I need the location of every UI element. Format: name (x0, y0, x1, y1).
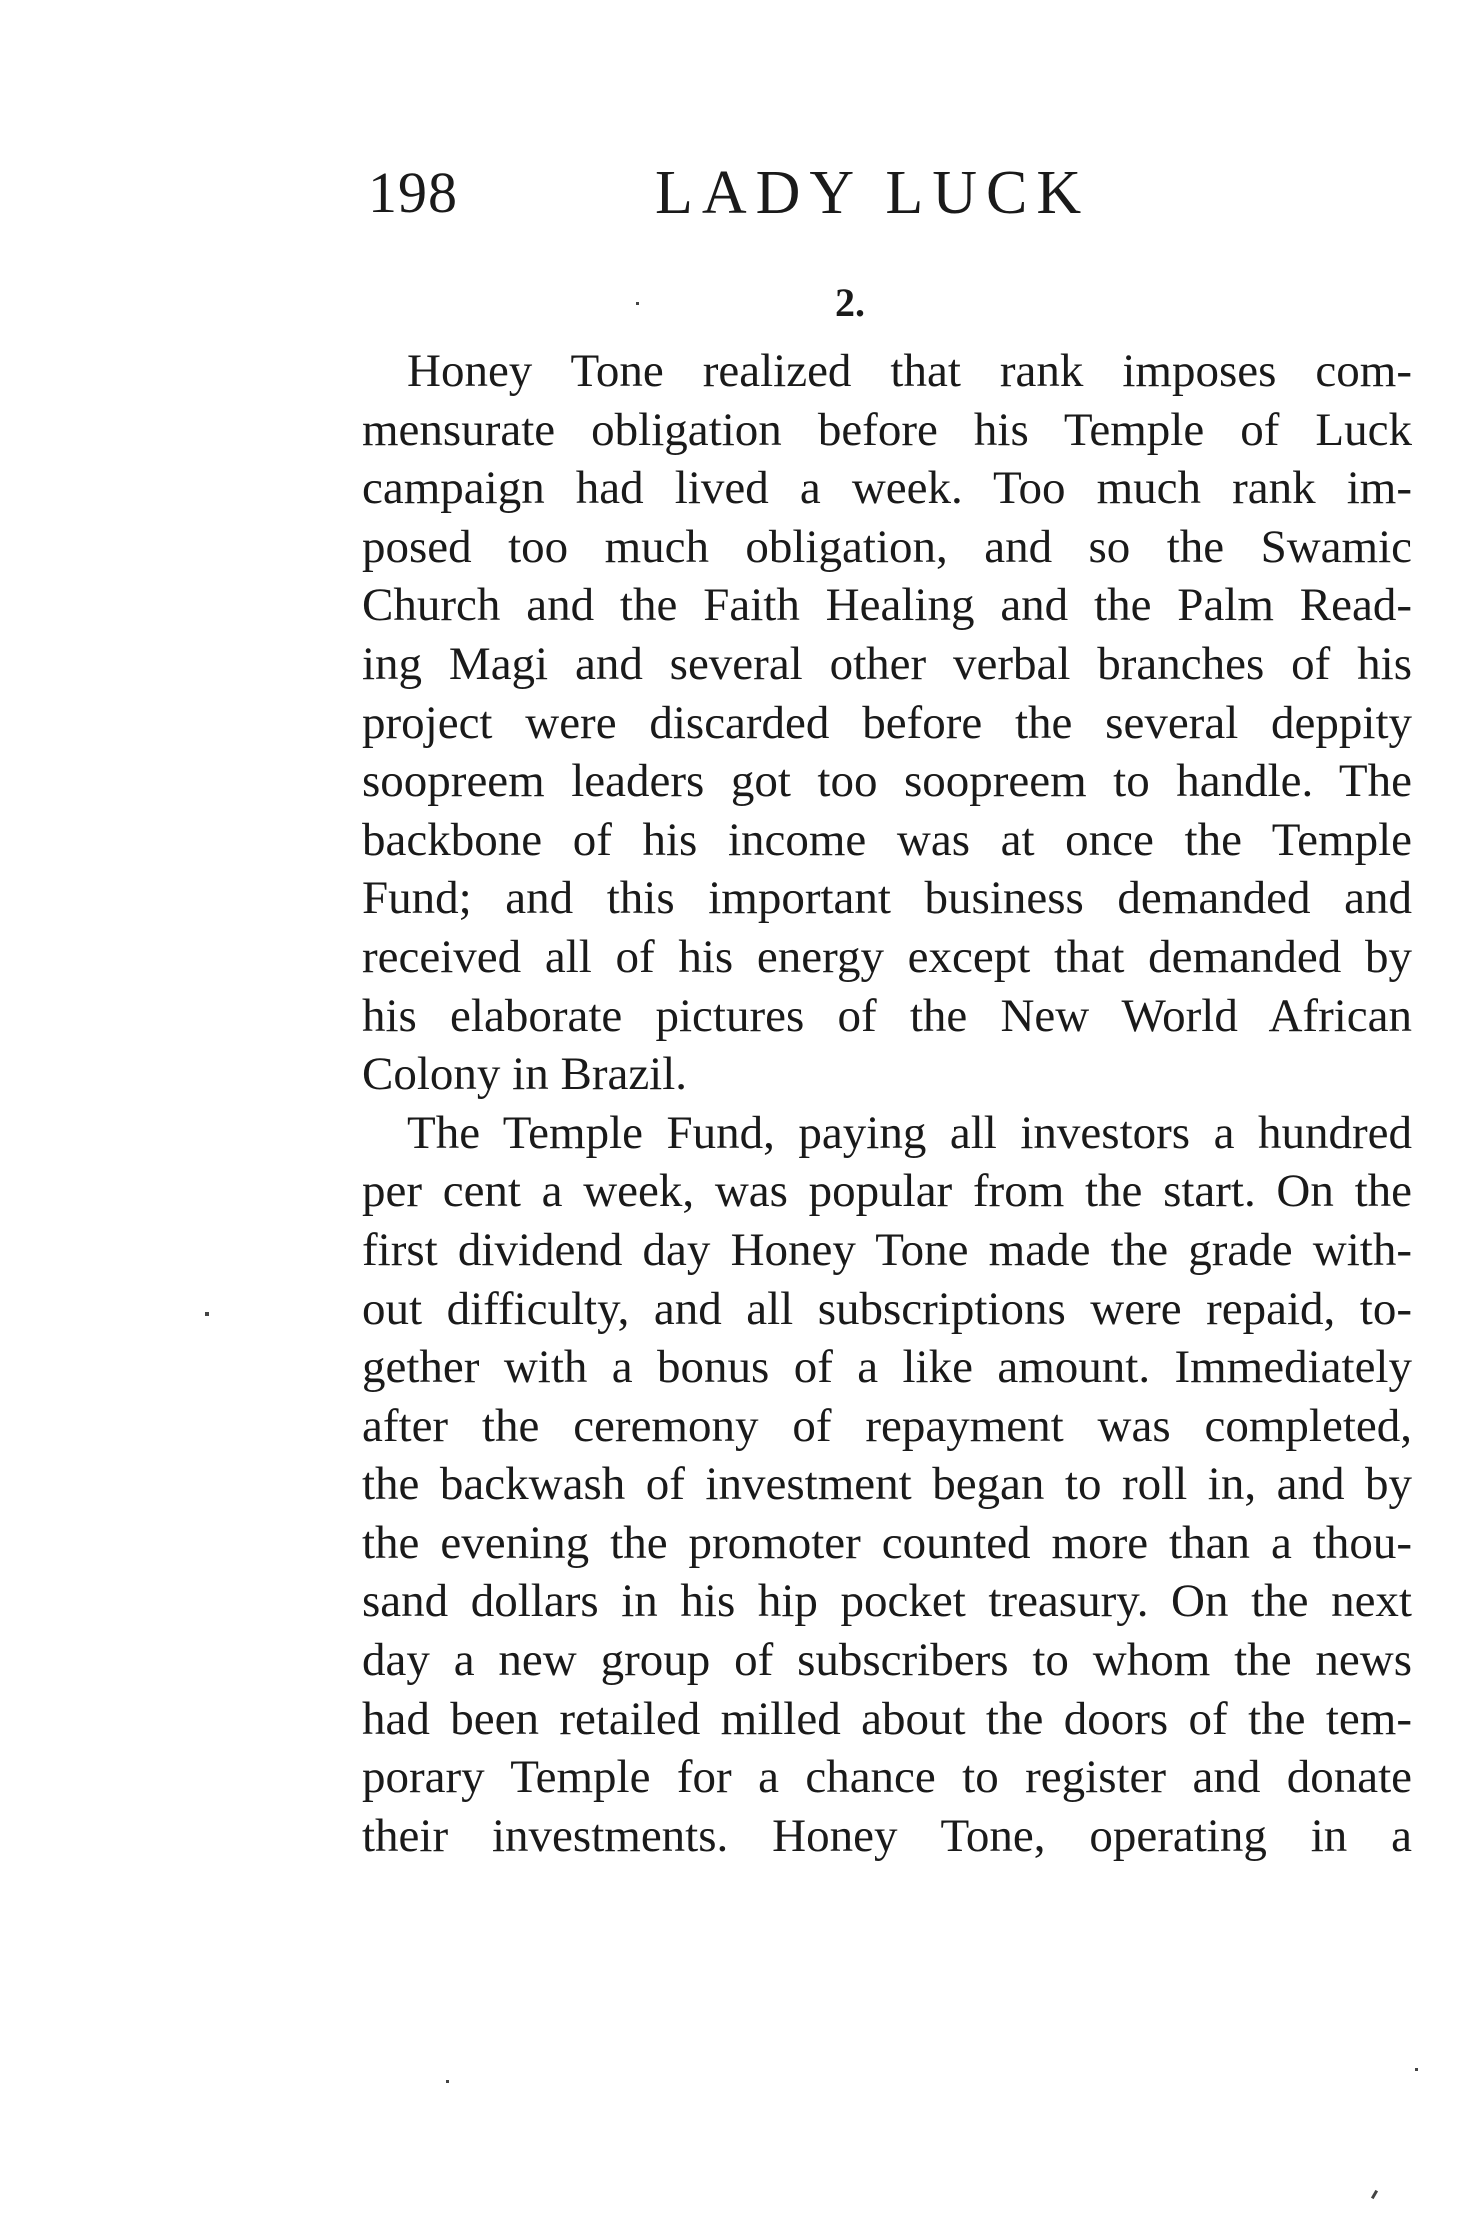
scan-speck (446, 2080, 449, 2083)
text-line: received all of his energy except that demanded by (362, 930, 1412, 983)
running-head (368, 158, 1128, 228)
text-line: the evening the promoter counted more than a thou- (362, 1516, 1412, 1569)
text-line: ing Magi and several other verbal branches of his (362, 637, 1412, 690)
text-line: after the ceremony of repayment was completed, (362, 1399, 1412, 1452)
text-line: campaign had lived a week. Too much rank im- (362, 462, 1412, 515)
scan-speck (205, 1312, 209, 1316)
text-line: first dividend day Honey Tone made the grade with- (362, 1223, 1412, 1276)
paragraph (362, 342, 1412, 1104)
text-line: his elaborate pictures of the New World African (362, 989, 1412, 1042)
text-line: gether with a bonus of a like amount. Immediately (362, 1341, 1412, 1394)
text-line: mensurate obligation before his Temple of Luck (362, 403, 1412, 456)
scan-speck (636, 302, 639, 305)
page-number: 198 (368, 160, 458, 225)
text-line: posed too much obligation, and so the Swamic (362, 520, 1412, 573)
text-line: porary Temple for a chance to register and donate (362, 1751, 1412, 1804)
text-line: the backwash of investment began to roll in, and by (362, 1458, 1412, 1511)
text-line: per cent a week, was popular from the start. On the (362, 1165, 1412, 1218)
text-line: had been retailed milled about the doors of the tem- (362, 1692, 1412, 1745)
text-line: their investments. Honey Tone, operating in a (362, 1809, 1412, 1862)
text-line: Colony in Brazil. (362, 1048, 688, 1101)
text-line: project were discarded before the several deppity (362, 696, 1412, 749)
book-title: LADY LUCK (655, 159, 1091, 227)
scan-speck (1415, 2068, 1418, 2071)
text-line: soopreem leaders got too soopreem to handle. The (362, 755, 1412, 808)
body-text (362, 342, 1412, 1865)
paragraph (362, 1104, 1412, 1866)
text-line: Honey Tone realized that rank imposes com- (407, 345, 1412, 397)
text-line: Church and the Faith Healing and the Palm Read- (362, 579, 1412, 632)
text-line: backbone of his income was at once the Temple (362, 813, 1412, 866)
text-line: day a new group of subscribers to whom the news (362, 1634, 1412, 1687)
text-line: Fund; and this important business demanded and (362, 872, 1412, 925)
text-line: The Temple Fund, paying all investors a hundred (407, 1106, 1412, 1159)
section-number: 2. (835, 280, 865, 325)
scan-speck (1371, 2190, 1378, 2199)
text-line: out difficulty, and all subscriptions were repaid, to- (362, 1282, 1412, 1335)
text-line: sand dollars in his hip pocket treasury. On the next (362, 1575, 1412, 1628)
